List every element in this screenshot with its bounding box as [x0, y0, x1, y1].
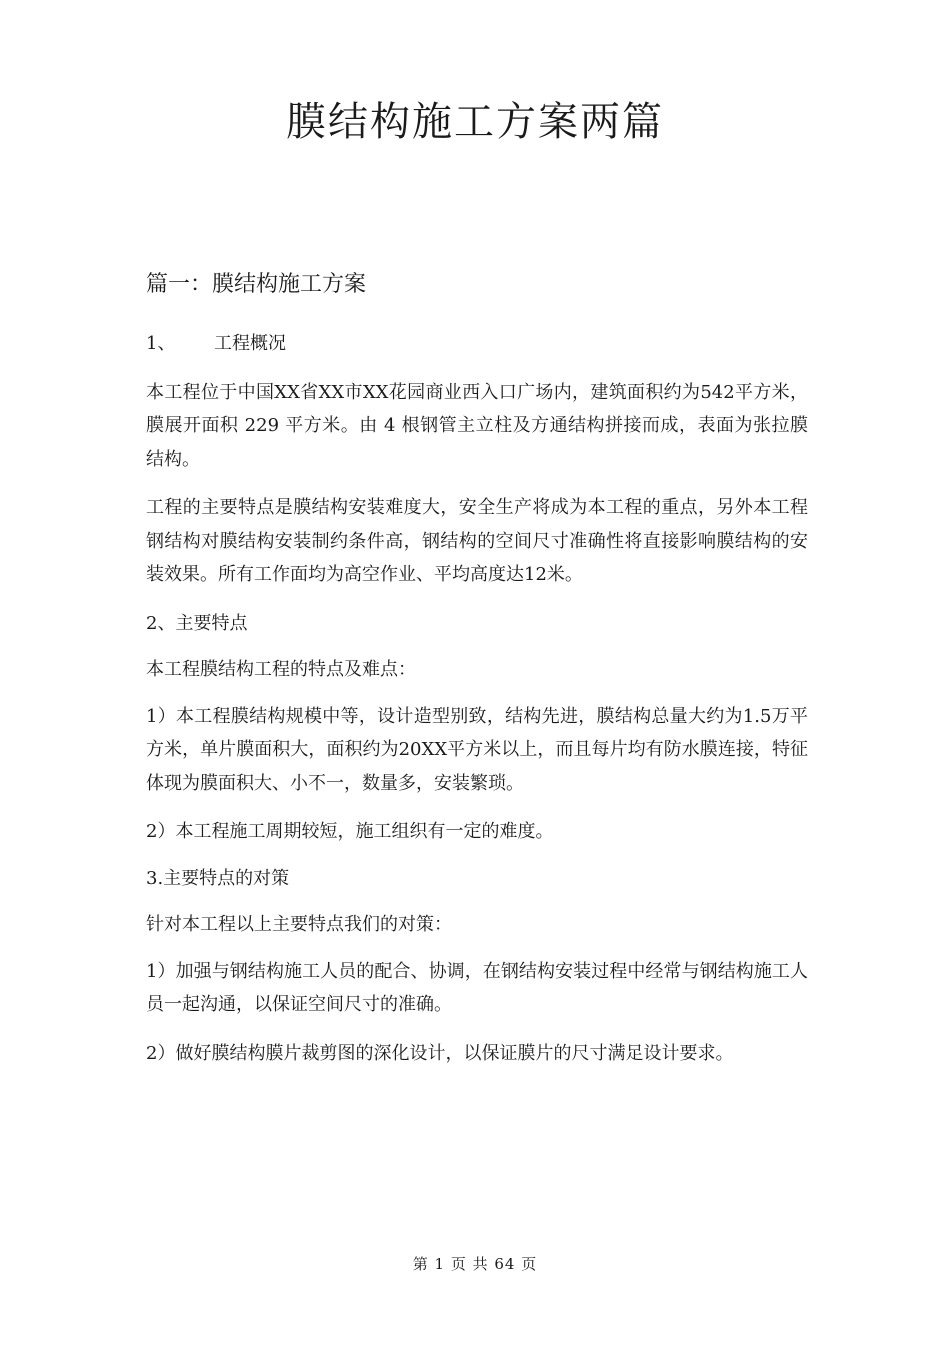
- item-heading-main-features: 2、主要特点: [146, 612, 248, 634]
- document-title: 膜结构施工方案两篇: [286, 99, 664, 145]
- paragraph-project-features: 工程的主要特点是膜结构安装难度大，安全生产将成为本工程的重点，另外本工程钢结构对膜结构安装制约条件高，钢结构的空间尺寸准确性将直接影响膜结构的安装效果。所有工作面均为高空作业、平均高度达12米。: [146, 497, 808, 585]
- item-heading-overview: [146, 327, 808, 361]
- item-title: 工程概况: [214, 333, 286, 354]
- paragraph-countermeasure-2: 2）做好膜结构膜片裁剪图的深化设计，以保证膜片的尺寸满足设计要求。: [146, 1042, 734, 1064]
- paragraph-project-location: 本工程位于中国XX省XX市XX花园商业西入口广场内，建筑面积约为542平方米，膜展开面积 229 平方米。由 4 根钢管主立柱及方通结构拼接而成，表面为张拉膜结构。: [146, 381, 808, 470]
- page-footer: 第 1 页 共 64 页: [412, 1255, 538, 1273]
- paragraph-difficulties-intro: 本工程膜结构工程的特点及难点：: [146, 659, 416, 680]
- item-heading-countermeasures: 3.主要特点的对策: [146, 867, 290, 889]
- paragraph-countermeasure-1: 1）加强与钢结构施工人员的配合、协调，在钢结构安装过程中经常与钢结构施工人员一起沟通，以保证空间尺寸的准确。: [146, 960, 808, 1015]
- paragraph-difficulty-1: 1）本工程膜结构规模中等，设计造型别致，结构先进，膜结构总量大约为1.5万平方米，单片膜面积大，面积约为20XX平方米以上，而且每片均有防水膜连接，特征体现为膜面积大、小不一，数量多，安装繁琐。: [146, 705, 808, 794]
- paragraph-difficulty-2: 2）本工程施工周期较短，施工组织有一定的难度。: [146, 821, 554, 842]
- section-heading: 篇一：膜结构施工方案: [146, 272, 367, 297]
- item-number: 1、: [146, 333, 176, 354]
- document-body: [146, 327, 808, 1085]
- paragraph-countermeasures-intro: 针对本工程以上主要特点我们的对策：: [146, 914, 452, 935]
